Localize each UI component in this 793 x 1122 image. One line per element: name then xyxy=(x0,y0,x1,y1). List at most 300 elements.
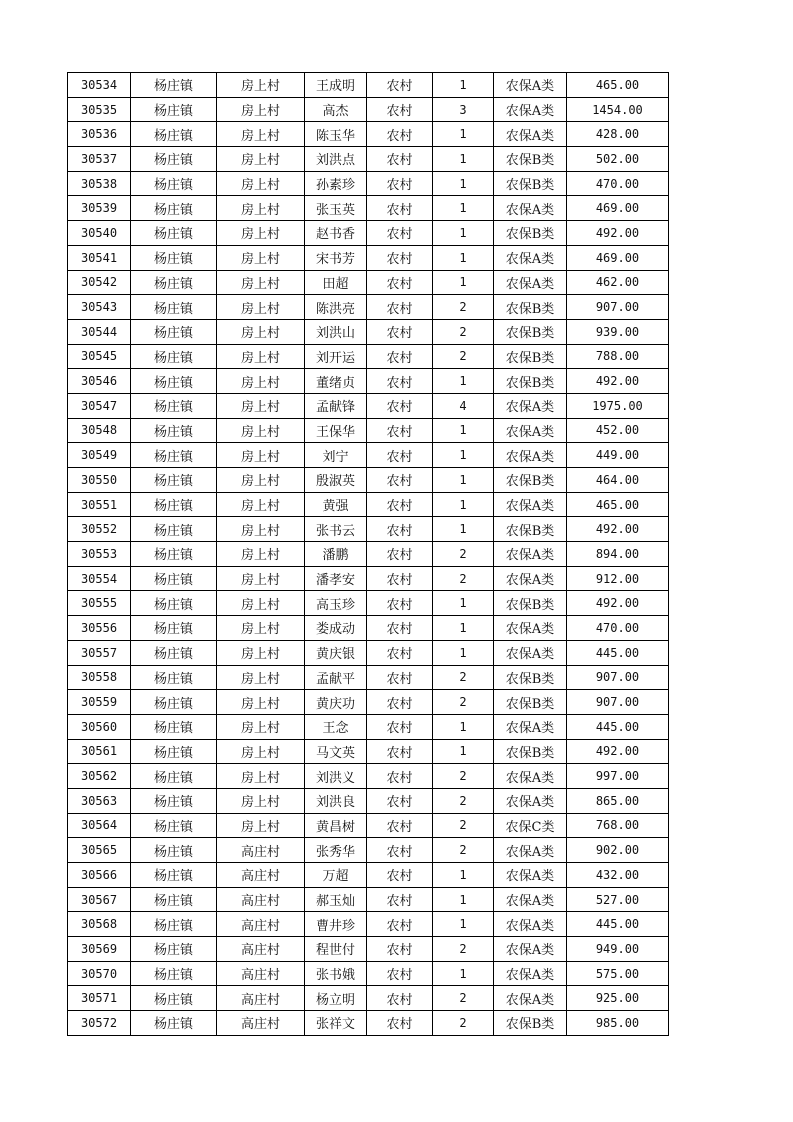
insurance-category-cell: 农保A类 xyxy=(494,418,567,443)
village-cell: 高庄村 xyxy=(217,912,305,937)
record-id-cell: 30559 xyxy=(68,690,131,715)
name-cell: 高玉珍 xyxy=(305,591,367,616)
town-cell: 杨庄镇 xyxy=(131,245,217,270)
town-cell: 杨庄镇 xyxy=(131,147,217,172)
record-id-cell: 30554 xyxy=(68,566,131,591)
people-count-cell: 1 xyxy=(433,221,494,246)
town-cell: 杨庄镇 xyxy=(131,714,217,739)
name-cell: 潘鹏 xyxy=(305,542,367,567)
table-row xyxy=(68,196,669,221)
household-type-cell: 农村 xyxy=(367,986,433,1011)
people-count-cell: 1 xyxy=(433,468,494,493)
insurance-category-cell: 农保B类 xyxy=(494,221,567,246)
people-count-cell: 2 xyxy=(433,566,494,591)
people-count-cell: 2 xyxy=(433,1011,494,1036)
record-id-cell: 30552 xyxy=(68,517,131,542)
table-row xyxy=(68,122,669,147)
insurance-category-cell: 农保A类 xyxy=(494,986,567,1011)
record-id-cell: 30542 xyxy=(68,270,131,295)
insurance-category-cell: 农保A类 xyxy=(494,640,567,665)
town-cell: 杨庄镇 xyxy=(131,937,217,962)
household-type-cell: 农村 xyxy=(367,813,433,838)
people-count-cell: 1 xyxy=(433,196,494,221)
amount-cell: 1454.00 xyxy=(567,97,669,122)
name-cell: 宋书芳 xyxy=(305,245,367,270)
household-type-cell: 农村 xyxy=(367,1011,433,1036)
table-row xyxy=(68,443,669,468)
household-type-cell: 农村 xyxy=(367,517,433,542)
amount-cell: 925.00 xyxy=(567,986,669,1011)
name-cell: 黄庆银 xyxy=(305,640,367,665)
household-type-cell: 农村 xyxy=(367,418,433,443)
table-row xyxy=(68,517,669,542)
insurance-category-cell: 农保A类 xyxy=(494,122,567,147)
amount-cell: 527.00 xyxy=(567,887,669,912)
insurance-category-cell: 农保B类 xyxy=(494,591,567,616)
household-type-cell: 农村 xyxy=(367,566,433,591)
table-row xyxy=(68,542,669,567)
record-id-cell: 30551 xyxy=(68,492,131,517)
village-cell: 房上村 xyxy=(217,221,305,246)
village-cell: 房上村 xyxy=(217,640,305,665)
people-count-cell: 1 xyxy=(433,171,494,196)
name-cell: 刘洪点 xyxy=(305,147,367,172)
name-cell: 赵书香 xyxy=(305,221,367,246)
town-cell: 杨庄镇 xyxy=(131,739,217,764)
amount-cell: 985.00 xyxy=(567,1011,669,1036)
people-count-cell: 1 xyxy=(433,739,494,764)
insurance-category-cell: 农保B类 xyxy=(494,1011,567,1036)
record-id-cell: 30558 xyxy=(68,665,131,690)
village-cell: 房上村 xyxy=(217,566,305,591)
town-cell: 杨庄镇 xyxy=(131,690,217,715)
table-body xyxy=(68,73,669,1036)
insurance-category-cell: 农保B类 xyxy=(494,517,567,542)
village-cell: 房上村 xyxy=(217,714,305,739)
household-type-cell: 农村 xyxy=(367,393,433,418)
records-table xyxy=(67,72,669,1036)
people-count-cell: 2 xyxy=(433,986,494,1011)
name-cell: 陈玉华 xyxy=(305,122,367,147)
household-type-cell: 农村 xyxy=(367,912,433,937)
record-id-cell: 30553 xyxy=(68,542,131,567)
town-cell: 杨庄镇 xyxy=(131,344,217,369)
record-id-cell: 30544 xyxy=(68,319,131,344)
town-cell: 杨庄镇 xyxy=(131,863,217,888)
insurance-category-cell: 农保A类 xyxy=(494,566,567,591)
town-cell: 杨庄镇 xyxy=(131,468,217,493)
people-count-cell: 1 xyxy=(433,245,494,270)
town-cell: 杨庄镇 xyxy=(131,813,217,838)
town-cell: 杨庄镇 xyxy=(131,566,217,591)
record-id-cell: 30540 xyxy=(68,221,131,246)
record-id-cell: 30550 xyxy=(68,468,131,493)
amount-cell: 432.00 xyxy=(567,863,669,888)
town-cell: 杨庄镇 xyxy=(131,418,217,443)
record-id-cell: 30545 xyxy=(68,344,131,369)
amount-cell: 492.00 xyxy=(567,739,669,764)
name-cell: 黄昌树 xyxy=(305,813,367,838)
insurance-category-cell: 农保A类 xyxy=(494,616,567,641)
people-count-cell: 2 xyxy=(433,788,494,813)
name-cell: 张玉英 xyxy=(305,196,367,221)
record-id-cell: 30566 xyxy=(68,863,131,888)
town-cell: 杨庄镇 xyxy=(131,393,217,418)
town-cell: 杨庄镇 xyxy=(131,616,217,641)
amount-cell: 465.00 xyxy=(567,492,669,517)
insurance-category-cell: 农保B类 xyxy=(494,665,567,690)
name-cell: 田超 xyxy=(305,270,367,295)
table-row xyxy=(68,714,669,739)
town-cell: 杨庄镇 xyxy=(131,270,217,295)
name-cell: 张秀华 xyxy=(305,838,367,863)
household-type-cell: 农村 xyxy=(367,221,433,246)
people-count-cell: 1 xyxy=(433,640,494,665)
table-row xyxy=(68,813,669,838)
insurance-category-cell: 农保A类 xyxy=(494,97,567,122)
amount-cell: 492.00 xyxy=(567,369,669,394)
amount-cell: 452.00 xyxy=(567,418,669,443)
amount-cell: 465.00 xyxy=(567,73,669,98)
people-count-cell: 1 xyxy=(433,443,494,468)
amount-cell: 939.00 xyxy=(567,319,669,344)
record-id-cell: 30556 xyxy=(68,616,131,641)
people-count-cell: 2 xyxy=(433,665,494,690)
town-cell: 杨庄镇 xyxy=(131,986,217,1011)
village-cell: 房上村 xyxy=(217,393,305,418)
amount-cell: 464.00 xyxy=(567,468,669,493)
people-count-cell: 2 xyxy=(433,344,494,369)
household-type-cell: 农村 xyxy=(367,443,433,468)
name-cell: 黄强 xyxy=(305,492,367,517)
record-id-cell: 30537 xyxy=(68,147,131,172)
amount-cell: 1975.00 xyxy=(567,393,669,418)
insurance-category-cell: 农保A类 xyxy=(494,961,567,986)
record-id-cell: 30565 xyxy=(68,838,131,863)
amount-cell: 907.00 xyxy=(567,665,669,690)
amount-cell: 428.00 xyxy=(567,122,669,147)
household-type-cell: 农村 xyxy=(367,863,433,888)
household-type-cell: 农村 xyxy=(367,665,433,690)
table-row xyxy=(68,764,669,789)
name-cell: 刘开运 xyxy=(305,344,367,369)
town-cell: 杨庄镇 xyxy=(131,542,217,567)
household-type-cell: 农村 xyxy=(367,690,433,715)
insurance-category-cell: 农保B类 xyxy=(494,171,567,196)
record-id-cell: 30536 xyxy=(68,122,131,147)
people-count-cell: 1 xyxy=(433,122,494,147)
household-type-cell: 农村 xyxy=(367,591,433,616)
record-id-cell: 30561 xyxy=(68,739,131,764)
table-row xyxy=(68,344,669,369)
village-cell: 房上村 xyxy=(217,690,305,715)
amount-cell: 492.00 xyxy=(567,591,669,616)
household-type-cell: 农村 xyxy=(367,295,433,320)
amount-cell: 907.00 xyxy=(567,295,669,320)
table-row xyxy=(68,961,669,986)
name-cell: 杨立明 xyxy=(305,986,367,1011)
village-cell: 房上村 xyxy=(217,517,305,542)
amount-cell: 445.00 xyxy=(567,714,669,739)
record-id-cell: 30548 xyxy=(68,418,131,443)
record-id-cell: 30549 xyxy=(68,443,131,468)
name-cell: 郝玉灿 xyxy=(305,887,367,912)
people-count-cell: 1 xyxy=(433,270,494,295)
insurance-category-cell: 农保A类 xyxy=(494,863,567,888)
town-cell: 杨庄镇 xyxy=(131,640,217,665)
village-cell: 高庄村 xyxy=(217,887,305,912)
town-cell: 杨庄镇 xyxy=(131,73,217,98)
amount-cell: 997.00 xyxy=(567,764,669,789)
record-id-cell: 30534 xyxy=(68,73,131,98)
household-type-cell: 农村 xyxy=(367,492,433,517)
insurance-category-cell: 农保B类 xyxy=(494,468,567,493)
table-row xyxy=(68,616,669,641)
name-cell: 张书云 xyxy=(305,517,367,542)
amount-cell: 469.00 xyxy=(567,196,669,221)
record-id-cell: 30538 xyxy=(68,171,131,196)
village-cell: 房上村 xyxy=(217,122,305,147)
insurance-category-cell: 农保A类 xyxy=(494,788,567,813)
household-type-cell: 农村 xyxy=(367,369,433,394)
insurance-category-cell: 农保A类 xyxy=(494,887,567,912)
town-cell: 杨庄镇 xyxy=(131,97,217,122)
insurance-category-cell: 农保A类 xyxy=(494,196,567,221)
table-row xyxy=(68,912,669,937)
town-cell: 杨庄镇 xyxy=(131,591,217,616)
name-cell: 殷淑英 xyxy=(305,468,367,493)
amount-cell: 469.00 xyxy=(567,245,669,270)
name-cell: 王保华 xyxy=(305,418,367,443)
household-type-cell: 农村 xyxy=(367,147,433,172)
record-id-cell: 30572 xyxy=(68,1011,131,1036)
village-cell: 房上村 xyxy=(217,97,305,122)
insurance-category-cell: 农保B类 xyxy=(494,344,567,369)
name-cell: 刘洪义 xyxy=(305,764,367,789)
village-cell: 房上村 xyxy=(217,319,305,344)
town-cell: 杨庄镇 xyxy=(131,961,217,986)
village-cell: 高庄村 xyxy=(217,1011,305,1036)
town-cell: 杨庄镇 xyxy=(131,171,217,196)
record-id-cell: 30570 xyxy=(68,961,131,986)
people-count-cell: 1 xyxy=(433,591,494,616)
record-id-cell: 30562 xyxy=(68,764,131,789)
people-count-cell: 1 xyxy=(433,73,494,98)
amount-cell: 907.00 xyxy=(567,690,669,715)
table-row xyxy=(68,690,669,715)
village-cell: 房上村 xyxy=(217,147,305,172)
name-cell: 孟献锋 xyxy=(305,393,367,418)
amount-cell: 449.00 xyxy=(567,443,669,468)
table-row xyxy=(68,319,669,344)
insurance-category-cell: 农保A类 xyxy=(494,270,567,295)
table-row xyxy=(68,221,669,246)
insurance-category-cell: 农保B类 xyxy=(494,319,567,344)
insurance-category-cell: 农保A类 xyxy=(494,714,567,739)
household-type-cell: 农村 xyxy=(367,764,433,789)
table-row xyxy=(68,418,669,443)
insurance-category-cell: 农保A类 xyxy=(494,393,567,418)
insurance-category-cell: 农保A类 xyxy=(494,73,567,98)
village-cell: 房上村 xyxy=(217,196,305,221)
insurance-category-cell: 农保A类 xyxy=(494,764,567,789)
town-cell: 杨庄镇 xyxy=(131,295,217,320)
people-count-cell: 1 xyxy=(433,616,494,641)
insurance-category-cell: 农保A类 xyxy=(494,492,567,517)
household-type-cell: 农村 xyxy=(367,961,433,986)
insurance-category-cell: 农保A类 xyxy=(494,912,567,937)
people-count-cell: 4 xyxy=(433,393,494,418)
village-cell: 房上村 xyxy=(217,171,305,196)
household-type-cell: 农村 xyxy=(367,887,433,912)
name-cell: 董绪贞 xyxy=(305,369,367,394)
people-count-cell: 1 xyxy=(433,714,494,739)
household-type-cell: 农村 xyxy=(367,171,433,196)
table-row xyxy=(68,171,669,196)
village-cell: 房上村 xyxy=(217,369,305,394)
town-cell: 杨庄镇 xyxy=(131,369,217,394)
town-cell: 杨庄镇 xyxy=(131,517,217,542)
table-row xyxy=(68,640,669,665)
record-id-cell: 30563 xyxy=(68,788,131,813)
amount-cell: 865.00 xyxy=(567,788,669,813)
name-cell: 孙素珍 xyxy=(305,171,367,196)
name-cell: 王念 xyxy=(305,714,367,739)
name-cell: 万超 xyxy=(305,863,367,888)
household-type-cell: 农村 xyxy=(367,616,433,641)
record-id-cell: 30535 xyxy=(68,97,131,122)
table-row xyxy=(68,492,669,517)
record-id-cell: 30571 xyxy=(68,986,131,1011)
insurance-category-cell: 农保A类 xyxy=(494,245,567,270)
amount-cell: 768.00 xyxy=(567,813,669,838)
amount-cell: 445.00 xyxy=(567,912,669,937)
table-row xyxy=(68,591,669,616)
people-count-cell: 1 xyxy=(433,517,494,542)
town-cell: 杨庄镇 xyxy=(131,1011,217,1036)
town-cell: 杨庄镇 xyxy=(131,912,217,937)
people-count-cell: 2 xyxy=(433,690,494,715)
household-type-cell: 农村 xyxy=(367,838,433,863)
table-row xyxy=(68,468,669,493)
insurance-category-cell: 农保B类 xyxy=(494,369,567,394)
town-cell: 杨庄镇 xyxy=(131,122,217,147)
table-row xyxy=(68,270,669,295)
town-cell: 杨庄镇 xyxy=(131,319,217,344)
table-row xyxy=(68,937,669,962)
village-cell: 房上村 xyxy=(217,443,305,468)
table-row xyxy=(68,147,669,172)
name-cell: 张祥文 xyxy=(305,1011,367,1036)
record-id-cell: 30543 xyxy=(68,295,131,320)
village-cell: 高庄村 xyxy=(217,961,305,986)
record-id-cell: 30547 xyxy=(68,393,131,418)
people-count-cell: 2 xyxy=(433,295,494,320)
amount-cell: 492.00 xyxy=(567,517,669,542)
town-cell: 杨庄镇 xyxy=(131,492,217,517)
people-count-cell: 3 xyxy=(433,97,494,122)
name-cell: 潘孝安 xyxy=(305,566,367,591)
name-cell: 马文英 xyxy=(305,739,367,764)
name-cell: 刘宁 xyxy=(305,443,367,468)
name-cell: 孟献平 xyxy=(305,665,367,690)
record-id-cell: 30568 xyxy=(68,912,131,937)
town-cell: 杨庄镇 xyxy=(131,788,217,813)
people-count-cell: 2 xyxy=(433,937,494,962)
amount-cell: 575.00 xyxy=(567,961,669,986)
amount-cell: 912.00 xyxy=(567,566,669,591)
insurance-category-cell: 农保B类 xyxy=(494,690,567,715)
people-count-cell: 1 xyxy=(433,369,494,394)
town-cell: 杨庄镇 xyxy=(131,221,217,246)
amount-cell: 470.00 xyxy=(567,616,669,641)
village-cell: 房上村 xyxy=(217,270,305,295)
village-cell: 房上村 xyxy=(217,764,305,789)
town-cell: 杨庄镇 xyxy=(131,665,217,690)
village-cell: 房上村 xyxy=(217,418,305,443)
name-cell: 刘洪山 xyxy=(305,319,367,344)
record-id-cell: 30560 xyxy=(68,714,131,739)
name-cell: 刘洪良 xyxy=(305,788,367,813)
table-row xyxy=(68,838,669,863)
table-row xyxy=(68,986,669,1011)
record-id-cell: 30564 xyxy=(68,813,131,838)
people-count-cell: 1 xyxy=(433,147,494,172)
insurance-category-cell: 农保B类 xyxy=(494,739,567,764)
table-row xyxy=(68,393,669,418)
people-count-cell: 2 xyxy=(433,764,494,789)
household-type-cell: 农村 xyxy=(367,937,433,962)
table-row xyxy=(68,887,669,912)
village-cell: 房上村 xyxy=(217,245,305,270)
amount-cell: 788.00 xyxy=(567,344,669,369)
record-id-cell: 30569 xyxy=(68,937,131,962)
village-cell: 房上村 xyxy=(217,665,305,690)
people-count-cell: 1 xyxy=(433,961,494,986)
amount-cell: 445.00 xyxy=(567,640,669,665)
town-cell: 杨庄镇 xyxy=(131,443,217,468)
insurance-category-cell: 农保C类 xyxy=(494,813,567,838)
household-type-cell: 农村 xyxy=(367,245,433,270)
village-cell: 房上村 xyxy=(217,542,305,567)
name-cell: 曹井珍 xyxy=(305,912,367,937)
table-row xyxy=(68,788,669,813)
amount-cell: 502.00 xyxy=(567,147,669,172)
table-row xyxy=(68,566,669,591)
record-id-cell: 30557 xyxy=(68,640,131,665)
people-count-cell: 1 xyxy=(433,887,494,912)
village-cell: 高庄村 xyxy=(217,838,305,863)
town-cell: 杨庄镇 xyxy=(131,196,217,221)
record-id-cell: 30555 xyxy=(68,591,131,616)
household-type-cell: 农村 xyxy=(367,196,433,221)
insurance-category-cell: 农保A类 xyxy=(494,937,567,962)
amount-cell: 949.00 xyxy=(567,937,669,962)
town-cell: 杨庄镇 xyxy=(131,764,217,789)
name-cell: 陈洪亮 xyxy=(305,295,367,320)
table-row xyxy=(68,97,669,122)
village-cell: 高庄村 xyxy=(217,986,305,1011)
table-row xyxy=(68,295,669,320)
table-row xyxy=(68,863,669,888)
people-count-cell: 1 xyxy=(433,912,494,937)
village-cell: 高庄村 xyxy=(217,863,305,888)
name-cell: 王成明 xyxy=(305,73,367,98)
record-id-cell: 30541 xyxy=(68,245,131,270)
town-cell: 杨庄镇 xyxy=(131,887,217,912)
people-count-cell: 1 xyxy=(433,418,494,443)
insurance-category-cell: 农保A类 xyxy=(494,443,567,468)
